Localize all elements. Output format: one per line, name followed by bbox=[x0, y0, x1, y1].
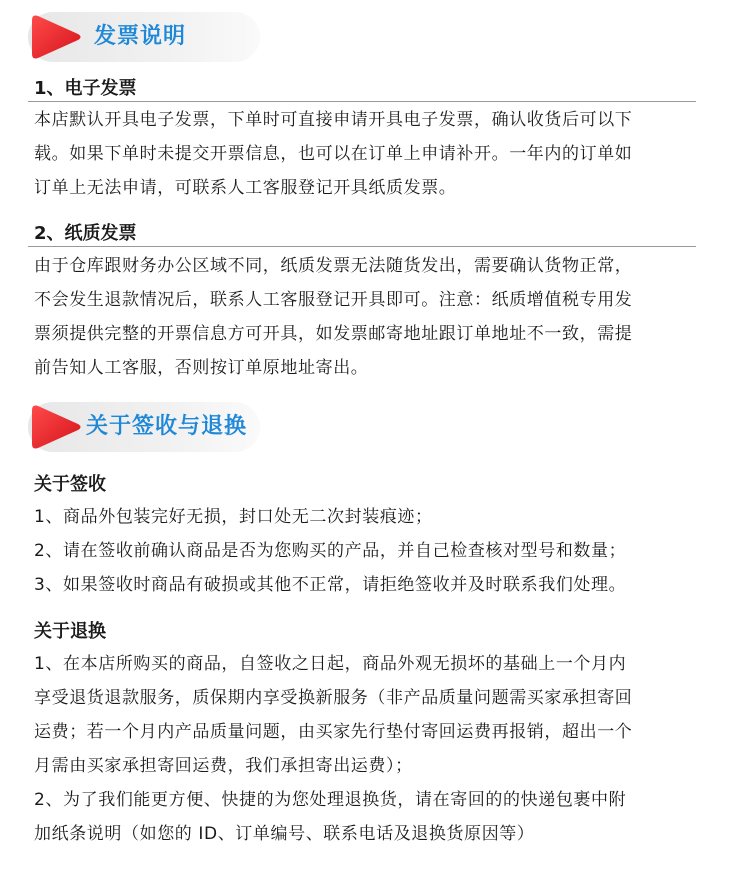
text-line: 票须提供完整的开票信息方可开具，如发票邮寄地址跟订单地址不一致，需提 bbox=[34, 324, 633, 344]
text-line: 载。如果下单时未提交开票信息，也可以在订单上申请补开。一年内的订单如 bbox=[34, 144, 633, 164]
subheading-electronic-invoice: 1、电子发票 bbox=[34, 78, 137, 99]
text-line: 本店默认开具电子发票，下单时可直接申请开具电子发票，确认收货后可以下 bbox=[34, 110, 633, 130]
text-line: 运费；若一个月内产品质量问题，由买家先行垫付寄回运费再报销，超出一个 bbox=[34, 722, 633, 742]
section-title: 发票说明 bbox=[94, 24, 187, 49]
paragraph-electronic-invoice bbox=[34, 103, 698, 205]
subheading-returns: 关于退换 bbox=[34, 621, 106, 642]
text-line: 不会发生退款情况后，联系人工客服登记开具即可。注意：纸质增值税专用发 bbox=[34, 290, 633, 310]
red-triangle-arrow-icon bbox=[28, 402, 82, 452]
divider bbox=[28, 101, 696, 102]
text-line: 2、请在签收前确认商品是否为您购买的产品，并自己检查核对型号和数量； bbox=[34, 541, 627, 561]
text-line: 月需由买家承担寄回运费，我们承担寄出运费）； bbox=[34, 756, 413, 776]
section-banner-invoice bbox=[28, 12, 260, 62]
text-line: 加纸条说明（如您的 ID、订单编号、联系电话及退换货原因等） bbox=[34, 824, 535, 844]
red-triangle-arrow-icon bbox=[28, 12, 82, 62]
subheading-sign: 关于签收 bbox=[34, 474, 106, 495]
text-line: 3、如果签收时商品有破损或其他不正常，请拒绝签收并及时联系我们处理。 bbox=[34, 575, 627, 595]
text-line: 2、为了我们能更方便、快捷的为您处理退换货，请在寄回的的快递包裹中附 bbox=[34, 790, 627, 810]
text-line: 1、在本店所购买的商品，自签收之日起，商品外观无损坏的基础上一个月内 bbox=[34, 654, 627, 674]
section-title: 关于签收与退换 bbox=[86, 414, 248, 439]
divider bbox=[28, 246, 696, 247]
paragraph-returns bbox=[34, 647, 698, 851]
paragraph-paper-invoice bbox=[34, 249, 698, 385]
paragraph-sign bbox=[34, 500, 698, 602]
subheading-paper-invoice: 2、纸质发票 bbox=[34, 223, 137, 244]
text-line: 订单上无法申请，可联系人工客服登记开具纸质发票。 bbox=[34, 178, 457, 198]
text-line: 1、商品外包装完好无损，封口处无二次封装痕迹； bbox=[34, 507, 433, 527]
section-banner-sign-return bbox=[28, 402, 260, 452]
text-line: 享受退货退款服务，质保期内享受换新服务（非产品质量问题需买家承担寄回 bbox=[34, 688, 633, 708]
text-line: 由于仓库跟财务办公区域不同，纸质发票无法随货发出，需要确认货物正常， bbox=[34, 256, 633, 276]
text-line: 前告知人工客服，否则按订单原地址寄出。 bbox=[34, 358, 369, 378]
